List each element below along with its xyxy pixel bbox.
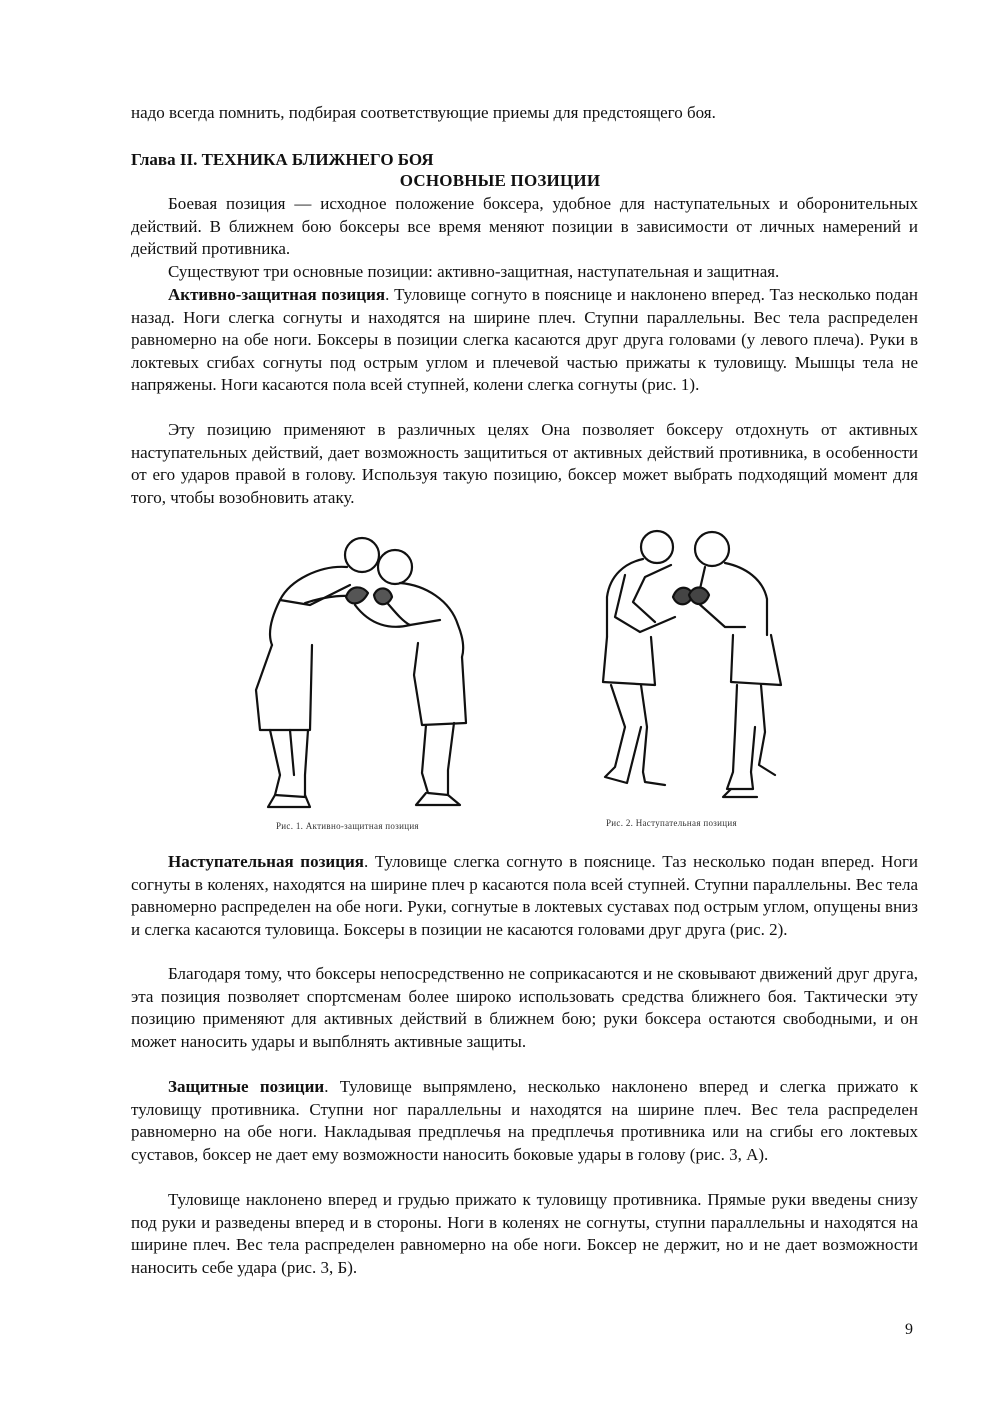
paragraph-offensive [131, 851, 918, 941]
paragraph-active-defensive [131, 284, 918, 397]
chapter-title: Глава II. ТЕХНИКА БЛИЖНЕГО БОЯ [131, 150, 434, 169]
figure-2-illustration [585, 527, 795, 807]
section-title: ОСНОВНЫЕ ПОЗИЦИИ [399, 171, 601, 190]
paragraph-defensive-b: Туловище наклонено вперед и грудью прижато к туловищу противника. Прямые руки введены снизу под руки и разведены вперед и в стороны. Ноги в коленях не согнуты, ступни параллельны и находятся на ширине плеч. Вес тела распределен равномерно на обе ноги. Боксер не держит, но и не дает возможности наносить себе удара (рис. 3, Б). [131, 1190, 918, 1277]
paragraph-defensive [131, 1076, 918, 1166]
figure-1-caption: Рис. 1. Активно-защитная позиция [276, 821, 419, 831]
paragraph-usage: Эту позицию применяют в различных целях Она позволяет боксеру отдохнуть от активных наступательных действий, дает возможность защититься от активных действий противника, в особенности от его ударов правой в голову. Используя такую позицию, боксер может выбрать подходящий момент для того, чтобы возобновить атаку. [131, 420, 918, 507]
term-defensive: Защитные позиции [168, 1077, 325, 1096]
intro-line: надо всегда помнить, подбирая соответствующие приемы для предстоящего боя. [131, 103, 716, 122]
page-number: 9 [905, 1321, 913, 1338]
figure-2-caption: Рис. 2. Наступательная позиция [606, 818, 737, 828]
text-offensive: . Туловище слегка согнуто в пояснице. Таз несколько подан вперед. Ноги согнуты в коленях, находятся на ширине плеч р касаются пола всей ступней. Ступни параллельны. Вес тела равномерно распределен на обе ноги. Руки, согнутые в локтевых суставах под острым углом, опущены вниз и слегка касаются туловища. Боксеры в позиции не касаются головами друг друга (рис. 2). [131, 852, 919, 939]
figure-1-illustration [250, 525, 480, 815]
paragraph-offensive-usage: Благодаря тому, что боксеры непосредственно не соприкасаются и не сковывают движений друг друга, эта позиция позволяет спортсменам более широко использовать средства ближнего боя. Тактически эту позицию применяют для активных действий в ближнем бою; руки боксера остаются свободными, и он может наносить удары и выпблнять активные защиты. [131, 964, 918, 1051]
paragraph-three-positions: Существуют три основные позиции: активно-защитная, наступательная и защитная. [168, 262, 780, 281]
text-active-defensive: . Туловище согнуто в пояснице и наклонено вперед. Таз несколько подан назад. Ноги слегка согнуты и находятся на ширине плеч. Ступни параллельны. Вес тела распределен равномерно на обе ноги. Боксеры в позиции слегка касаются друг друга головами (у левого плеча). Руки в локтевых сгибах согнуты под острым углом и плечевой частью прижаты к туловищу. Мышцы тела не напряжены. Ноги касаются пола всей ступней, колени слегка согнуты (рис. 1). [131, 285, 919, 394]
text-defensive: . Туловище выпрямлено, несколько наклонено вперед и слегка прижато к туловищу противника. Ступни ног параллельны и находятся на ширине плеч. Вес тела распределен равномерно на обе ноги. Накладывая предплечья на предплечья противника или на сгибы его локтевых суставов, боксер не дает ему возможности наносить боковые удары в голову (рис. 3, А). [131, 1077, 919, 1164]
paragraph-combat-position: Боевая позиция — исходное положение боксера, удобное для наступательных и оборонительных действий. В ближнем бою боксеры все время меняют позиции в зависимости от личных намерений и действий противника. [131, 194, 918, 258]
term-active-defensive: Активно-защитная позиция [168, 285, 386, 304]
term-offensive: Наступательная позиция [168, 852, 365, 871]
